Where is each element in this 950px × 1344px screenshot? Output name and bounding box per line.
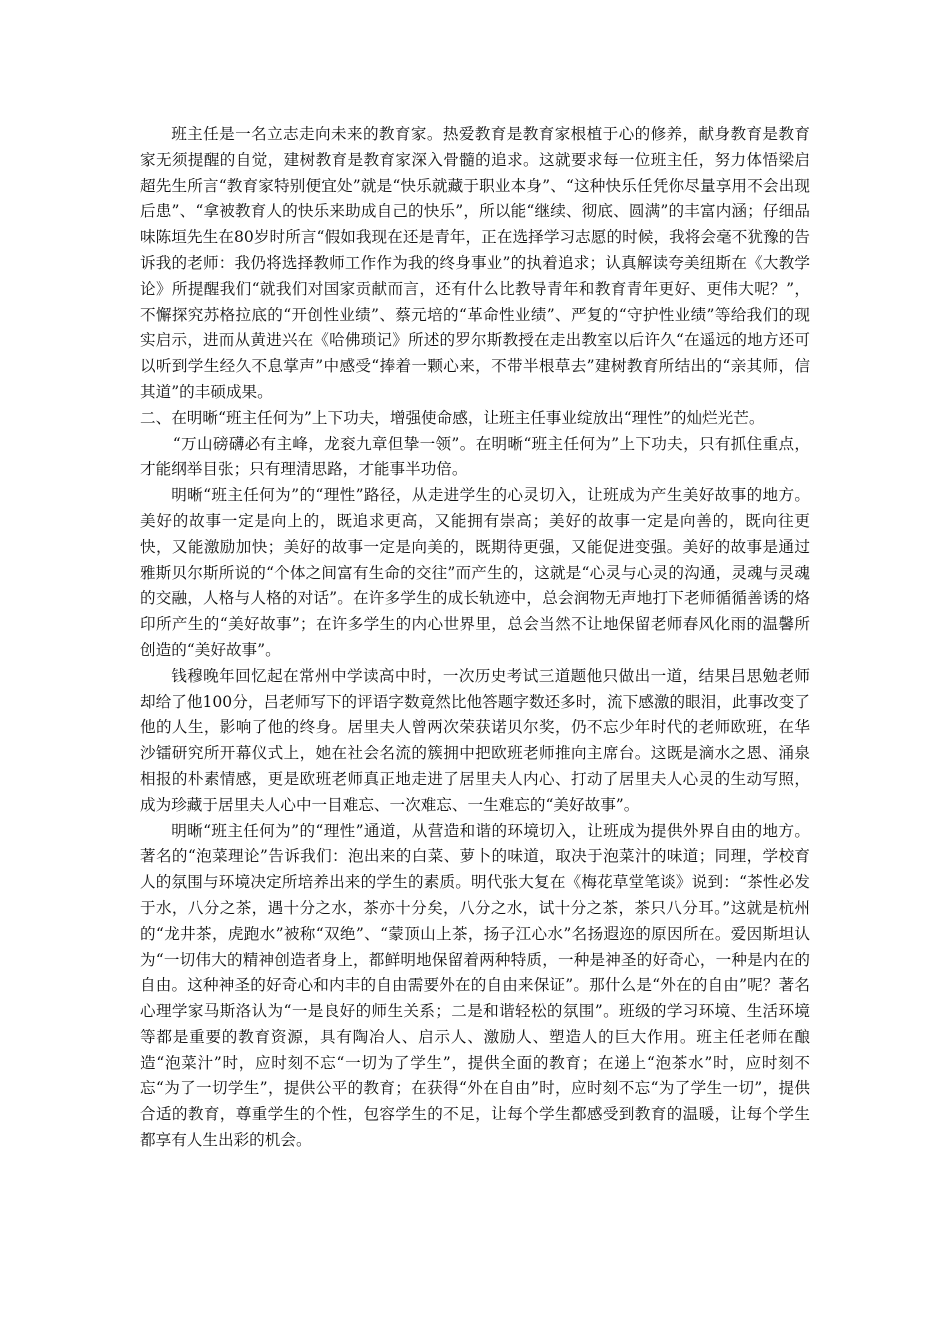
section-heading-two: 二、在明晰“班主任何为”上下功夫，增强使命感，让班主任事业绽放出“理性”的灿烂光芒。 (140, 408, 765, 427)
paragraph-educator: 班主任是一名立志走向未来的教育家。热爱教育是教育家根植于心的修养，献身教育是教育家无须提醒的自觉，建树教育是教育家深入骨髓的追求。这就要求每一位班主任，努力体悟梁启超先生所言“教育家特别便宜处”就是“快乐就藏于职业本身”、“这种快乐任凭你尽量享用不会出现后患”、“拿被教育人的快乐来助成自己的快乐”，所以能“继续、彻底、圆满”的丰富内涵；仔细品味陈垣先生在80岁时所言“假如我现在还是青年，正在选择学习志愿的时候，我将会毫不犹豫的告诉我的老师：我仍将选择教师工作作为我的终身事业”的执着追求；认真解读夸美纽斯在《大教学论》所提醒我们“就我们对国家贡献而言，还有什么比教导青年和教育青年更好、更伟大呢？”，不懈探究苏格拉底的“开创性业绩”、蔡元培的“革命性业绩”、严复的“守护性业绩”等给我们的现实启示，进而从黄进兴在《哈佛琐记》所述的罗尔斯教授在走出教室以后许久“在遥远的地方还可以听到学生经久不息掌声”中感受“捧着一颗心来，不带半根草去”建树教育所结出的“亲其师，信其道”的丰硕成果。 (140, 125, 810, 401)
document-body (140, 122, 810, 1154)
paragraph-environment: 明晰“班主任何为”的“理性”通道，从营造和谐的环境切入，让班成为提供外界自由的地方。著名的“泡菜理论”告诉我们：泡出来的白菜、萝卜的味道，取决于泡菜汁的味道；同理，学校育人的氛围与环境决定所培养出来的学生的素质。明代张大复在《梅花草堂笔谈》说到：“茶性必发于水，八分之茶，遇十分之水，茶亦十分矣，八分之水，试十分之茶，茶只八分耳。”这就是杭州的“龙井茶，虎跑水”被称“双绝”、“蒙顶山上茶，扬子江心水”名扬遐迩的原因所在。爱因斯坦认为“一切伟大的精神创造者身上，都鲜明地保留着两种特质，一种是神圣的好奇心，一种是内在的自由。这种神圣的好奇心和内丰的自由需要外在的自由来保证”。那什么是“外在的自由”呢？著名心理学家马斯洛认为“一是良好的师生关系；二是和谐轻松的氛围”。班级的学习环境、生活环境等都是重要的教育资源，具有陶冶人、启示人、激励人、塑造人的巨大作用。班主任老师在酿造“泡菜汁”时，应时刻不忘“一切为了学生”，提供全面的教育；在递上“泡茶水”时，应时刻不忘“为了一切学生”，提供公平的教育；在获得“外在自由”时，应时刻不忘“为了学生一切”，提供合适的教育，尊重学生的个性，包容学生的不足，让每个学生都感受到教育的温暖，让每个学生都享有人生出彩的机会。 (140, 821, 810, 1150)
paragraph-mountain-quote: “万山磅礴必有主峰，龙衮九章但挚一领”。在明晰“班主任何为”上下功夫，只有抓住重点，才能纲举目张；只有理清思路，才能事半功倍。 (140, 434, 810, 479)
paragraph-qian-mu-story: 钱穆晚年回忆起在常州中学读高中时，一次历史考试三道题他只做出一道，结果吕思勉老师却给了他100分，吕老师写下的评语字数竟然比他答题字数还多时，流下感激的眼泪，此事改变了他的人生，影响了他的终身。居里夫人曾两次荣获诺贝尔奖，仍不忘少年时代的老师欧班，在华沙镭研究所开幕仪式上，她在社会名流的簇拥中把欧班老师推向主席台。这既是滴水之恩、涌泉相报的朴素情感，更是欧班老师真正地走进了居里夫人内心、打动了居里夫人心灵的生动写照，成为珍藏于居里夫人心中一目难忘、一次难忘、一生难忘的“美好故事”。 (140, 666, 810, 814)
paragraph-heart-path: 明晰“班主任何为”的“理性”路径，从走进学生的心灵切入，让班成为产生美好故事的地方。美好的故事一定是向上的，既追求更高，又能拥有崇高；美好的故事一定是向善的，既向往更快，又能激励加快；美好的故事一定是向美的，既期待更强，又能促进变强。美好的故事是通过雅斯贝尔斯所说的“个体之间富有生命的交往”而产生的，这就是“心灵与心灵的沟通，灵魂与灵魂的交融，人格与人格的对话”。在许多学生的成长轨迹中，总会润物无声地打下老师循循善诱的烙印所产生的“美好故事”；在许多学生的内心世界里，总会当然不让地保留老师春风化雨的温馨所创造的“美好故事”。 (140, 486, 810, 659)
